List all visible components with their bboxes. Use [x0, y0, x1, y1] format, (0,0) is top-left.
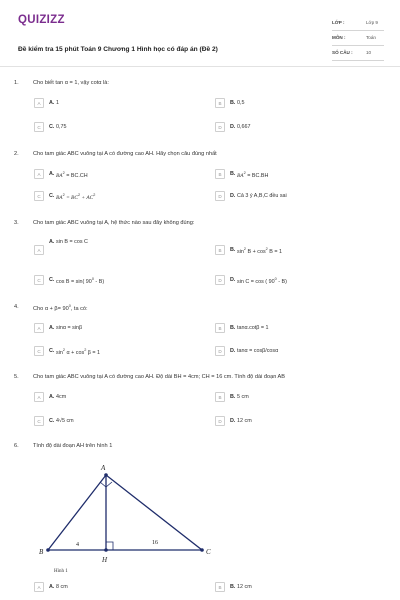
option-box: C: [34, 191, 44, 201]
option-text: sinα = sinβ: [56, 325, 83, 331]
formula-part: β = 1: [86, 349, 101, 356]
option-box: A: [34, 582, 44, 592]
formula-part: + AC: [80, 194, 94, 201]
option-text: [56, 193, 95, 201]
label-b: B: [39, 548, 44, 556]
option-box: A: [34, 392, 44, 402]
label-c: C: [206, 548, 211, 556]
option-letter: A.: [49, 584, 55, 590]
option-letter: A.: [49, 239, 55, 245]
formula-exponent: 2: [62, 171, 65, 175]
option-box: C: [34, 346, 44, 356]
document-title: Đề kiểm tra 15 phút Toán 9 Chương 1 Hình học có đáp án (Đề 2): [18, 46, 218, 53]
option-box: B: [215, 323, 225, 333]
option-letter: A.: [49, 394, 55, 400]
option-text: 12 cm: [237, 584, 252, 590]
option-box: D: [215, 122, 225, 132]
option-letter: D.: [230, 193, 236, 199]
option-letter: B.: [230, 247, 236, 253]
option-text: 0,5: [237, 100, 245, 106]
option-box: C: [34, 275, 44, 285]
option-letter: B.: [230, 394, 236, 400]
option-letter: D.: [230, 277, 236, 283]
option-letter: D.: [230, 418, 236, 424]
formula-part: cos B = sin( 90: [56, 278, 92, 285]
option-box: B: [215, 392, 225, 402]
question-number: 2.: [14, 151, 19, 157]
meta-row-subject: [332, 31, 384, 46]
meta-row-count: [332, 46, 384, 61]
option-text: [237, 247, 282, 255]
figure-caption: Hình 1: [54, 569, 68, 574]
vertex-a: [104, 473, 108, 477]
option-box: B: [215, 245, 225, 255]
option-text: 1: [56, 100, 59, 106]
option-box: D: [215, 346, 225, 356]
option-box: D: [215, 416, 225, 426]
option-box: A: [34, 169, 44, 179]
question-number: 6.: [14, 443, 19, 449]
triangle-lines: [48, 475, 202, 550]
triangle-figure: [36, 458, 226, 581]
formula-part: BA: [237, 172, 244, 179]
vertex-b: [46, 548, 50, 552]
formula-exponent: 2: [77, 193, 81, 197]
formula-part: B + cos: [246, 248, 266, 255]
formula-exponent: 0: [91, 277, 94, 281]
formula-part: = BC.CH: [64, 172, 88, 179]
option-letter: C.: [49, 277, 55, 283]
option-box: B: [215, 582, 225, 592]
option-text: [56, 277, 104, 285]
option-text: 0,667: [237, 124, 251, 130]
formula-exponent: 0: [68, 304, 71, 308]
option-text: 12 cm: [237, 418, 252, 424]
option-text: [56, 348, 100, 356]
question-number: 5.: [14, 374, 19, 380]
option-text: tanα = cosβ/cosα: [237, 348, 279, 354]
meta-label: SỐ CÂU :: [332, 50, 353, 55]
formula-exponent: 2: [93, 193, 96, 197]
triangle-abc: [48, 475, 202, 550]
question-text-part: , ta có:: [70, 305, 88, 312]
option-box: C: [34, 416, 44, 426]
question-number: 3.: [14, 220, 19, 226]
option-box: D: [215, 275, 225, 285]
option-letter: B.: [230, 584, 236, 590]
option-box: A: [34, 323, 44, 333]
option-text: 5 cm: [237, 394, 249, 400]
option-letter: C.: [49, 124, 55, 130]
formula-part: - B): [93, 278, 105, 285]
option-box: B: [215, 98, 225, 108]
meta-value: Lớp 9: [366, 20, 378, 25]
question-text: Cho tam giác ABC vuông tại A có đường cao AH. Độ dài BH = 4cm; CH = 16 cm. Tính độ dài đoạn AB: [33, 374, 286, 380]
question-text: Cho biết tan α = 1, vậy cotα là:: [33, 80, 109, 86]
meta-label: MÔN :: [332, 35, 346, 40]
label-a: A: [101, 464, 106, 472]
option-text: [56, 171, 88, 179]
option-letter: B.: [230, 171, 236, 177]
meta-value: Toán: [366, 35, 376, 40]
option-text: 0,75: [56, 124, 67, 130]
option-text: 4cm: [56, 394, 67, 400]
question-text: [33, 304, 88, 312]
option-letter: A.: [49, 325, 55, 331]
formula-exponent: 2: [84, 348, 87, 352]
option-text: 8 cm: [56, 584, 68, 590]
formula-exponent: 2: [62, 348, 66, 352]
quiz-header: [18, 14, 384, 62]
formula-part: sin C = cos ( 90: [237, 278, 275, 285]
option-box: A: [34, 98, 44, 108]
formula-part: = BC.BH: [245, 172, 269, 179]
option-letter: C.: [49, 418, 55, 424]
formula-part: BA: [56, 172, 63, 179]
formula-exponent: 2: [62, 193, 65, 197]
meta-panel: [332, 16, 384, 61]
meta-row-class: [332, 16, 384, 31]
question-text: Cho tam giác ABC vuông tại A, hệ thức nào sau đây không đúng:: [33, 220, 195, 226]
formula-exponent: 2: [243, 171, 246, 175]
option-letter: A.: [49, 100, 55, 106]
formula-part: α + cos: [65, 349, 85, 356]
formula-part: sin: [237, 248, 244, 255]
option-letter: B.: [230, 325, 236, 331]
triangle-diagram: [36, 458, 226, 576]
option-letter: A.: [49, 171, 55, 177]
label-hc-length: 16: [152, 540, 158, 546]
question-text: Tính độ dài đoạn AH trên hình 1: [33, 443, 113, 449]
option-box: C: [34, 122, 44, 132]
question-number: 4.: [14, 304, 19, 310]
meta-value: 10: [366, 50, 372, 55]
formula-part: BA: [56, 194, 63, 201]
formula-part: = BC: [64, 194, 78, 201]
formula-exponent: 0: [274, 277, 277, 281]
question-number: 1.: [14, 80, 19, 86]
option-letter: C.: [49, 348, 55, 354]
option-box: B: [215, 169, 225, 179]
vertex-c: [200, 548, 204, 552]
vertex-h: [104, 548, 108, 552]
formula-part: - B): [276, 278, 287, 285]
formula-exponent: 2: [243, 247, 247, 251]
option-letter: C.: [49, 193, 55, 199]
meta-label: LỚP :: [332, 20, 345, 25]
question-text-part: Cho α + β= 90: [33, 305, 69, 312]
header-divider: [0, 66, 400, 67]
question-text: Cho tam giác ABC vuông tại A có đường cao AH. Hãy chọn câu đúng nhất: [33, 151, 217, 157]
option-box: D: [215, 191, 225, 201]
formula-part: B = 1: [267, 248, 283, 255]
option-text: [237, 171, 268, 179]
quizizz-logo: QUIZIZZ: [18, 14, 65, 26]
option-letter: D.: [230, 124, 236, 130]
option-letter: B.: [230, 100, 236, 106]
option-text: Cả 3 ý A,B,C đều sai: [237, 193, 287, 199]
formula-part: sin: [56, 349, 63, 356]
triangle-vertices: [46, 473, 204, 552]
option-box: A: [34, 245, 44, 255]
option-letter: D.: [230, 348, 236, 354]
label-bh-length: 4: [76, 542, 79, 548]
formula-exponent: 2: [265, 247, 268, 251]
label-h: H: [102, 556, 108, 564]
option-text: tanα.cotβ = 1: [237, 325, 269, 331]
option-text: [237, 277, 287, 285]
option-text: sin B = cos C: [56, 239, 88, 245]
option-text: 4√5 cm: [56, 418, 74, 424]
